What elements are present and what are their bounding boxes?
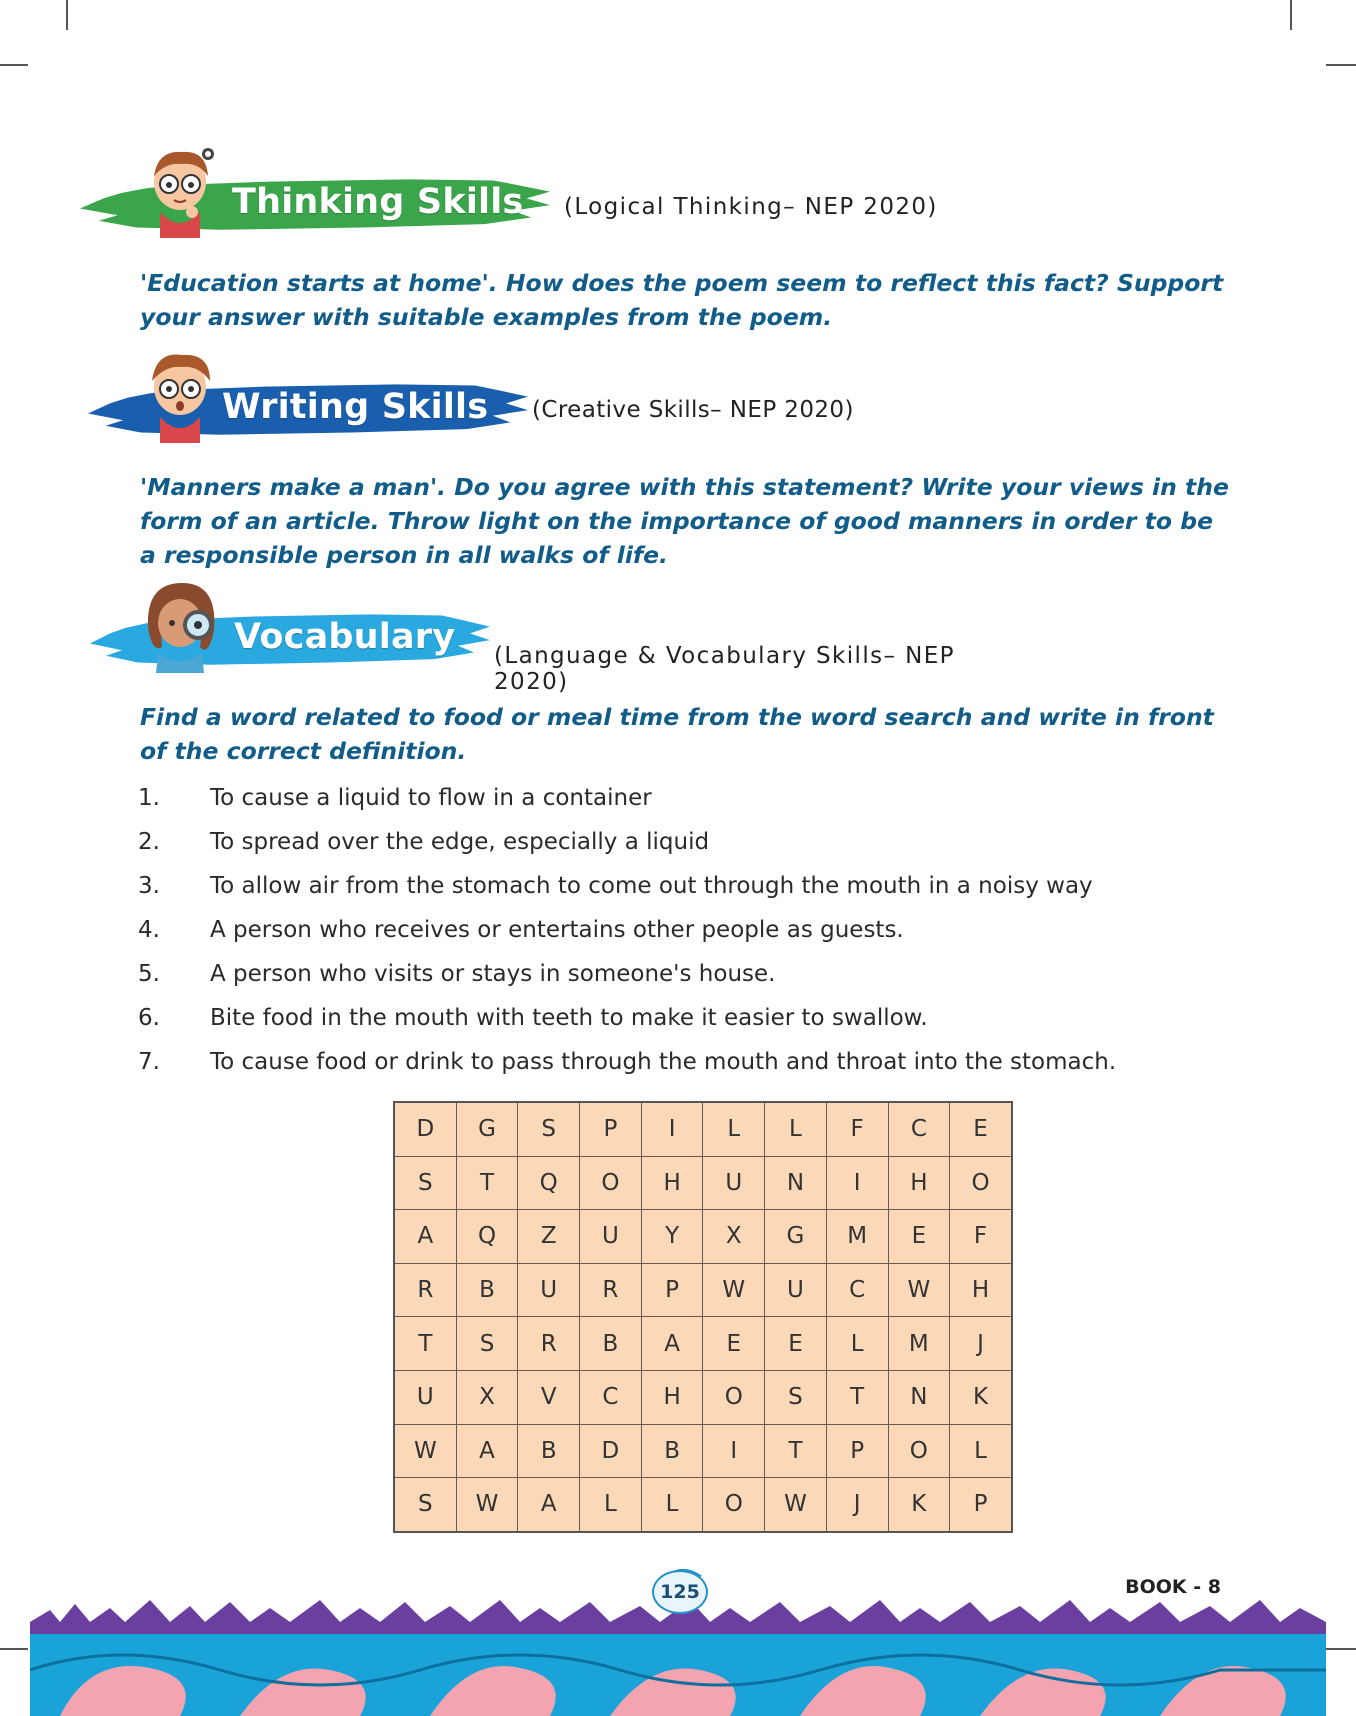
grid-cell: W xyxy=(703,1263,765,1317)
grid-cell: D xyxy=(394,1102,456,1156)
boy-surprised-avatar-icon xyxy=(138,347,224,443)
grid-cell: W xyxy=(765,1478,827,1532)
vocabulary-subtitle: (Language & Vocabulary Skills– NEP 2020) xyxy=(494,643,955,695)
grid-cell: X xyxy=(456,1370,518,1424)
item-text: Bite food in the mouth with teeth to make it easier to swallow. xyxy=(210,1005,928,1031)
grid-cell: U xyxy=(518,1263,580,1317)
grid-cell: W xyxy=(456,1478,518,1532)
grid-cell: F xyxy=(950,1210,1012,1264)
grid-row xyxy=(394,1424,1012,1478)
vocabulary-title: Vocabulary xyxy=(234,617,456,657)
grid-cell: R xyxy=(580,1263,642,1317)
grid-cell: I xyxy=(641,1102,703,1156)
grid-row xyxy=(394,1102,1012,1156)
grid-cell: B xyxy=(456,1263,518,1317)
grid-cell: L xyxy=(765,1102,827,1156)
grid-cell: B xyxy=(518,1424,580,1478)
grid-cell: T xyxy=(826,1370,888,1424)
grid-cell: O xyxy=(950,1156,1012,1210)
thinking-skills-header xyxy=(80,140,980,240)
grid-cell: U xyxy=(580,1210,642,1264)
grid-cell: H xyxy=(950,1263,1012,1317)
grid-cell: A xyxy=(518,1478,580,1532)
grid-cell: Q xyxy=(518,1156,580,1210)
grid-cell: T xyxy=(456,1156,518,1210)
item-number: 7. xyxy=(138,1049,160,1075)
grid-cell: J xyxy=(950,1317,1012,1371)
thinking-skills-subtitle: (Logical Thinking– NEP 2020) xyxy=(564,194,938,220)
grid-cell: U xyxy=(765,1263,827,1317)
grid-cell: U xyxy=(394,1370,456,1424)
grid-cell: L xyxy=(580,1478,642,1532)
grid-cell: A xyxy=(456,1424,518,1478)
word-search-table xyxy=(393,1101,1013,1533)
grid-cell: A xyxy=(641,1317,703,1371)
grid-cell: L xyxy=(641,1478,703,1532)
grid-cell: J xyxy=(826,1478,888,1532)
grid-cell: W xyxy=(888,1263,950,1317)
grid-cell: W xyxy=(394,1424,456,1478)
grid-cell: H xyxy=(888,1156,950,1210)
item-number: 3. xyxy=(138,873,160,899)
item-number: 2. xyxy=(138,829,160,855)
grid-cell: C xyxy=(826,1263,888,1317)
grid-cell: X xyxy=(703,1210,765,1264)
grid-cell: P xyxy=(826,1424,888,1478)
grid-cell: P xyxy=(641,1263,703,1317)
list-item xyxy=(138,952,1138,996)
grid-cell: D xyxy=(580,1424,642,1478)
crop-mark xyxy=(0,64,28,66)
grid-cell: L xyxy=(826,1317,888,1371)
grid-cell: R xyxy=(518,1317,580,1371)
writing-skills-title: Writing Skills xyxy=(222,387,489,427)
grid-cell: S xyxy=(394,1478,456,1532)
writing-skills-header xyxy=(80,345,980,445)
grid-cell: E xyxy=(703,1317,765,1371)
grid-cell: O xyxy=(703,1478,765,1532)
grid-cell: H xyxy=(641,1156,703,1210)
writing-skills-subtitle: (Creative Skills– NEP 2020) xyxy=(532,397,854,423)
grid-cell: P xyxy=(950,1478,1012,1532)
grid-cell: G xyxy=(765,1210,827,1264)
grid-cell: T xyxy=(765,1424,827,1478)
grid-cell: A xyxy=(394,1210,456,1264)
grid-cell: T xyxy=(394,1317,456,1371)
grid-cell: L xyxy=(950,1424,1012,1478)
definition-list xyxy=(138,776,1138,1084)
grid-cell: K xyxy=(950,1370,1012,1424)
vocabulary-prompt: Find a word related to food or meal time from the word search and write in front of the correct definition. xyxy=(140,703,1214,765)
item-text: To cause food or drink to pass through the mouth and throat into the stomach. xyxy=(210,1049,1117,1075)
grid-cell: B xyxy=(641,1424,703,1478)
grid-cell: M xyxy=(888,1317,950,1371)
grid-cell: C xyxy=(580,1370,642,1424)
grid-cell: N xyxy=(765,1156,827,1210)
thinking-skills-prompt: 'Education starts at home'. How does the poem seem to reflect this fact? Support your answer with suitable examples from the poem. xyxy=(140,269,1224,331)
word-search-grid xyxy=(393,1101,1013,1533)
grid-cell: S xyxy=(394,1156,456,1210)
grid-cell: Y xyxy=(641,1210,703,1264)
list-item xyxy=(138,820,1138,864)
grid-cell: S xyxy=(765,1370,827,1424)
list-item xyxy=(138,996,1138,1040)
grid-cell: O xyxy=(580,1156,642,1210)
boy-thinking-avatar-icon xyxy=(138,142,224,238)
grid-cell: G xyxy=(456,1102,518,1156)
grid-cell: U xyxy=(703,1156,765,1210)
item-text: To cause a liquid to flow in a container xyxy=(210,785,652,811)
grid-cell: Q xyxy=(456,1210,518,1264)
list-item xyxy=(138,864,1138,908)
grid-row xyxy=(394,1210,1012,1264)
grid-cell: K xyxy=(888,1478,950,1532)
girl-magnifier-avatar-icon xyxy=(138,577,224,673)
list-item xyxy=(138,776,1138,820)
item-text: To allow air from the stomach to come out through the mouth in a noisy way xyxy=(210,873,1093,899)
grid-row xyxy=(394,1317,1012,1371)
grid-cell: P xyxy=(580,1102,642,1156)
crop-mark xyxy=(1326,64,1356,66)
item-number: 6. xyxy=(138,1005,160,1031)
grid-cell: M xyxy=(826,1210,888,1264)
grid-cell: C xyxy=(888,1102,950,1156)
grid-cell: E xyxy=(950,1102,1012,1156)
writing-skills-prompt: 'Manners make a man'. Do you agree with this statement? Write your views in the form of an article. Throw light on the importance of good manners in order to be a responsible person in all walks of life. xyxy=(140,473,1229,569)
grid-cell: H xyxy=(641,1370,703,1424)
grid-cell: O xyxy=(888,1424,950,1478)
grid-cell: N xyxy=(888,1370,950,1424)
item-text: To spread over the edge, especially a liquid xyxy=(210,829,710,855)
grid-row xyxy=(394,1370,1012,1424)
item-number: 4. xyxy=(138,917,160,943)
item-number: 5. xyxy=(138,961,160,987)
list-item xyxy=(138,1040,1138,1084)
page-number: 125 xyxy=(652,1570,708,1614)
grid-cell: E xyxy=(765,1317,827,1371)
vocabulary-header xyxy=(80,575,980,695)
grid-row xyxy=(394,1478,1012,1532)
grid-cell: F xyxy=(826,1102,888,1156)
list-item xyxy=(138,908,1138,952)
thinking-skills-title: Thinking Skills xyxy=(232,182,524,222)
grid-cell: L xyxy=(703,1102,765,1156)
grid-cell: R xyxy=(394,1263,456,1317)
grid-row xyxy=(394,1263,1012,1317)
grid-row xyxy=(394,1156,1012,1210)
grid-cell: I xyxy=(826,1156,888,1210)
grid-cell: S xyxy=(518,1102,580,1156)
book-label: BOOK - 8 xyxy=(1125,1576,1221,1598)
grid-cell: S xyxy=(456,1317,518,1371)
grid-cell: B xyxy=(580,1317,642,1371)
crop-mark xyxy=(1290,0,1292,30)
grid-cell: E xyxy=(888,1210,950,1264)
grid-cell: O xyxy=(703,1370,765,1424)
grid-cell: Z xyxy=(518,1210,580,1264)
item-text: A person who receives or entertains other people as guests. xyxy=(210,917,904,943)
crop-mark xyxy=(66,0,68,30)
grid-cell: I xyxy=(703,1424,765,1478)
item-text: A person who visits or stays in someone's house. xyxy=(210,961,776,987)
item-number: 1. xyxy=(138,785,160,811)
grid-cell: V xyxy=(518,1370,580,1424)
